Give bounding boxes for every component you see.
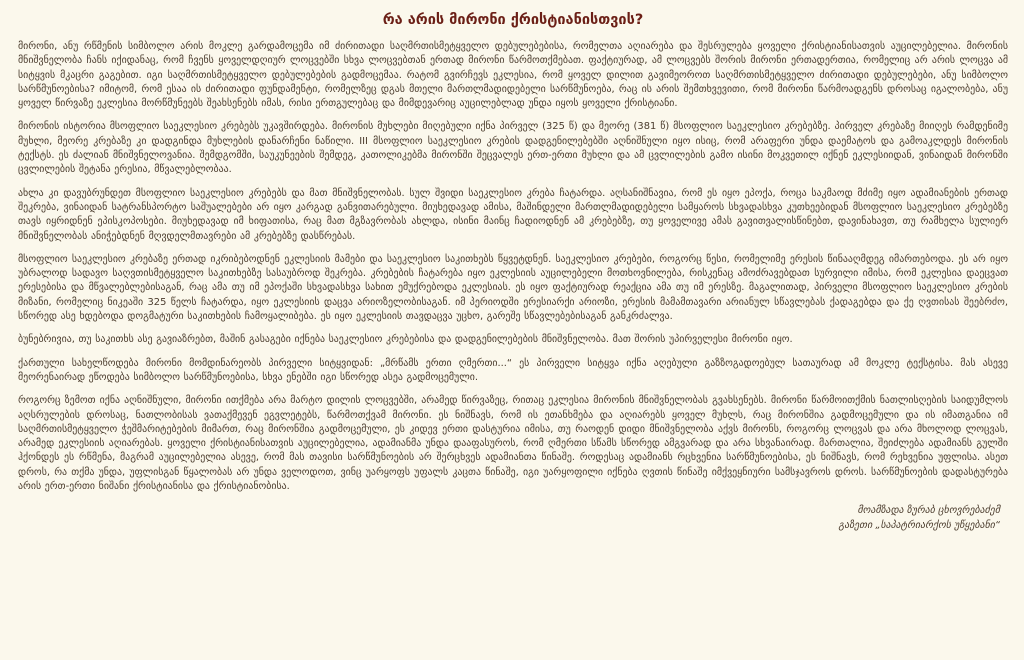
article-paragraph: როგორც ზემოთ იქნა აღნიშნული, მირონი ითქმება არა მარტო დილის ლოცვებში, არამედ წირვაზეც, რითაც ეკლესია მირონის მნიშვნელობას გვახსენებს. მირონი წარმოითქმის ნათლისღების საიდუმლოს აღსრულების დროსაც, ნათლობისას ვათაქმევენ ეგვლეტებს, წარმოთქვამ მირონი. ეს ნიშნავს, რომ ის ეთანხმება და აღიარებს ყოველ მუხლს, რაც მირონშია გადმოცემული და ის იმათგანია იმ საღმრთისმეტყველო ჭეშმარიტებების მიმართ, რაც მირონშია გადმოცემული, ეს კიდევ ერთი დასტურია იმისა, თუ რაოდენ დიდი მნიშვნელობა აქვს მირონს, როგორც ლოცვას და არა მხოლოდ ლოცვას, არამედ ეკლესიის აღიარებას. ყოველი ქრისტიანისათვის აუცილებელია, ადამიანმა უნდა დააფასუროს, რომ ღმერთი სწამს სწორედ ამგვარად და არა სხვანაირად. მართალია, შეიძლება ადამიანს გულში ჰქონდეს ეს რწმენა, მაგრამ აუცილებელია ასევე, რომ მას თავისი სარწმუნოების არ შერცხვეს ადამიანთა წინაშე. როდესაც ადამიანს რცხვენია სარწმუნოებისა, ეს ნიშნავს, რომ რეხვენია უფლისა. ასეთ დროს, რა თქმა უნდა, უფლისგან წყალობას არ უნდა ველოდოთ, ვინც უარყოფს უფალს კაცთა წინაშე, იგი უარყოფილი იქნება ღვთის წინაშე იმქვეყნიური სამსჯავროს დროს. სარწმუნოების დადასტურება არის ერთ-ერთი ნიშანი ქრისტიანისა და ქრისტიანობისა. xyxy=(18,395,1008,493)
article-paragraph: ახლა კი დავუბრუნდეთ მსოფლიო საეკლესიო კრებებს და მათ მნიშვნელობას. სულ შვიდი საეკლესიო კრება ჩატარდა. აღსანიშნავია, რომ ეს იყო ეპოქა, როცა საკმაოდ მძიმე იყო ადამიანების ერთად შეკრება, ვინაიდან სატრანსპორტო საშუალებები არ იყო კარგად განვითარებული. მიუხედავად ამისა, მაშინდელი მართლმადიდებელი სამყაროს სხვადასხვა კუთხეებიდან მსოფლიო საეკლესიო კრებებზე თავს იყრიდნენ ეპისკოპოსები. მიუხედავად იმ ხიფათისა, რაც მათ მგზავრობას ახლდა, ისინი მაინც ჩადიოდნენ ამ კრებებზე, თუ ყოველივე ამას გავითვალისწინებთ, დავინახავთ, თუ რამხელა სულიერ მნიშვნელობას ანიჭებდნენ მღვდელმთავრები ამ კრებებზე დასწრებას. xyxy=(18,187,1008,242)
article-paragraph: მირონი, ანუ რწმენის სიმბოლო არის მოკლე გარდამოცემა იმ ძირითადი საღმრთისმეტყველო დებულებებისა, რომელთა აღიარება და შესრულება ყოველი ქრისტიანისათვის აუცილებელია. მირონის მნიშვნელობა ჩანს იქიდანაც, რომ ჩვენს ყოველდღიურ ლოცვებში სხვა ლოცვებთან ერთად მირონი წარმოთქმებათ. ფაქტიურად, ამ ლოცვებს შორის მირონი ერთადერთია, რომელიც არ არის ლოცვა ამ სიტყვის მკაცრი გაგებით. იგი საღმრთისმეტყველო დებულებების გადმოცემაა. რატომ გვირჩევს ეკლესია, რომ ყოველ დილით გავიმეოროთ საღმრთისმეტყველო ძირითადი დებულებები, ანუ სიმბოლო სარწმუნოებისა? იმიტომ, რომ ესაა ის ძირითადი ფუნდამენტი, რომელზეც დგას მთელი მართლმადიდებელი სარწმუნოება, რაც ის არის შემთხვევითი, რომ მირონი წარმოადგენს დროსაც იგალობება, ანუ ყოველ წირვაზე ეკლესია მორწმუნეებს შეახსენებს იმას, რისი ერთგულებაც და მიმდევარიც აუცილებლად უნდა იყოს ყოველი ქრისტიანი. xyxy=(18,41,1008,110)
article-signature xyxy=(18,503,1008,533)
signature-author: მოამზადა ზურაბ ცხოვრებაძემ xyxy=(857,505,1000,517)
article-body xyxy=(18,40,1008,494)
article-title: რა არის მირონი ქრისტიანისთვის? xyxy=(382,12,644,28)
article-paragraph: ქართული სახელწოდება მირონი მომდინარეობს პირველი სიტყვიდან: „მრწამს ერთი ღმერთი...“ ეს პირველი სიტყვა იქნა აღებული გაზზოგადოებულ სათაურად ამ მოკლე ტექსტისა. მას ასევე მეორენაირად ეწოდება სიმბოლო სარწმუნოებისა, სხვა ენებში იგი სწორედ ასეა გადმოცემული. xyxy=(18,357,1008,383)
signature-source: გაზეთი „საპატრიარქოს უწყებანი“ xyxy=(838,520,1000,532)
article-paragraph: მირონის ისტორია მსოფლიო საეკლესიო კრებებს უკავშირდება. მირონის მუხლები მიღებული იქნა პირველ (325 წ) და მეორე (381 წ) მსოფლიო საეკლესიო კრებებზე. პირველ კრებაზე მიიღეს რამდენიმე მუხლი, მეორე კრებაზე კი დადგინდა მუხლების დანარჩენი ნაწილი. III მსოფლიო საეკლესიო კრების დადგენილებებში აღნიშნული იყო ისიც, რომ არაფერი უნდა დაემატოს და გამოაკლდეს მირონის ტექსტს. ეს ძალიან მნიშვნელოვანია. შემდგომში, საუკუნეების შემდეგ, კათოლიკებმა მირონში შეცვალეს ერთ-ერთი მუხლი და ამ ცვლილების გამო ისინი მოკვეთილ იქნენ ეკლესიიდან, ვინაიდან მირონში ცვლილების შეტანა ერესია, მწვალებლობაა. xyxy=(18,121,1008,176)
article-paragraph: მსოფლიო საეკლესიო კრებაზე ერთად იკრიბებოდნენ ეკლესიის მამები და საეკლესიო საკითხებს წყვეტდნენ. საეკლესიო კრებები, როგორც წესი, რომელიმე ერესის წინააღმდეგ იმართებოდა. ეს არ იყო უბრალოდ სადავო საღვთისმეტყველო საკითხებზე სასაუბროდ შეკრება. კრებების ჩატარება იყო ეკლესიის აუცილებელი მოთხოვნილება, რისკენაც ამოძრავებდათ სურვილი იმისა, რომ ეკლესია დაეცვათ ერესებისა და მწვალებლებისაგან, რაც ამა თუ იმ ეპოქაში სხვადასხვა სახით ემუქრებოდა ეკლესიას. ეს იყო ფაქტიურად რეაქცია ამა თუ იმ ერესზე. მაგალითად, პირველი მსოფლიო საეკლესიო კრების მიზანი, რომელიც ნიკეაში 325 წელს ჩატარდა, იყო ეკლესიის დაცვა არიოზელობისაგან. იმ პერიოდში ერესიარქი არიოზი, ერესის მამამთავარი არიანულ სწავლებას ქადაგებდა და ქე ღვთისას შეებრძო, სწორედ ასე ხდებოდა დოგმატური საკითხების ჩამოყალიბება. ეს იყო ეკლესიის თავდაცვა უცხო, გარეშე სწავლებებისაგან განკრძალვა. xyxy=(18,253,1008,323)
article-paragraph: ბუნებრივია, თუ საკითხს ასე გავიაზრებთ, მაშინ გასაგები იქნება საეკლესიო კრებებისა და დადგენილებების მნიშვნელობა. მათ შორის უპირველესი მირონი იყო. xyxy=(18,334,793,346)
